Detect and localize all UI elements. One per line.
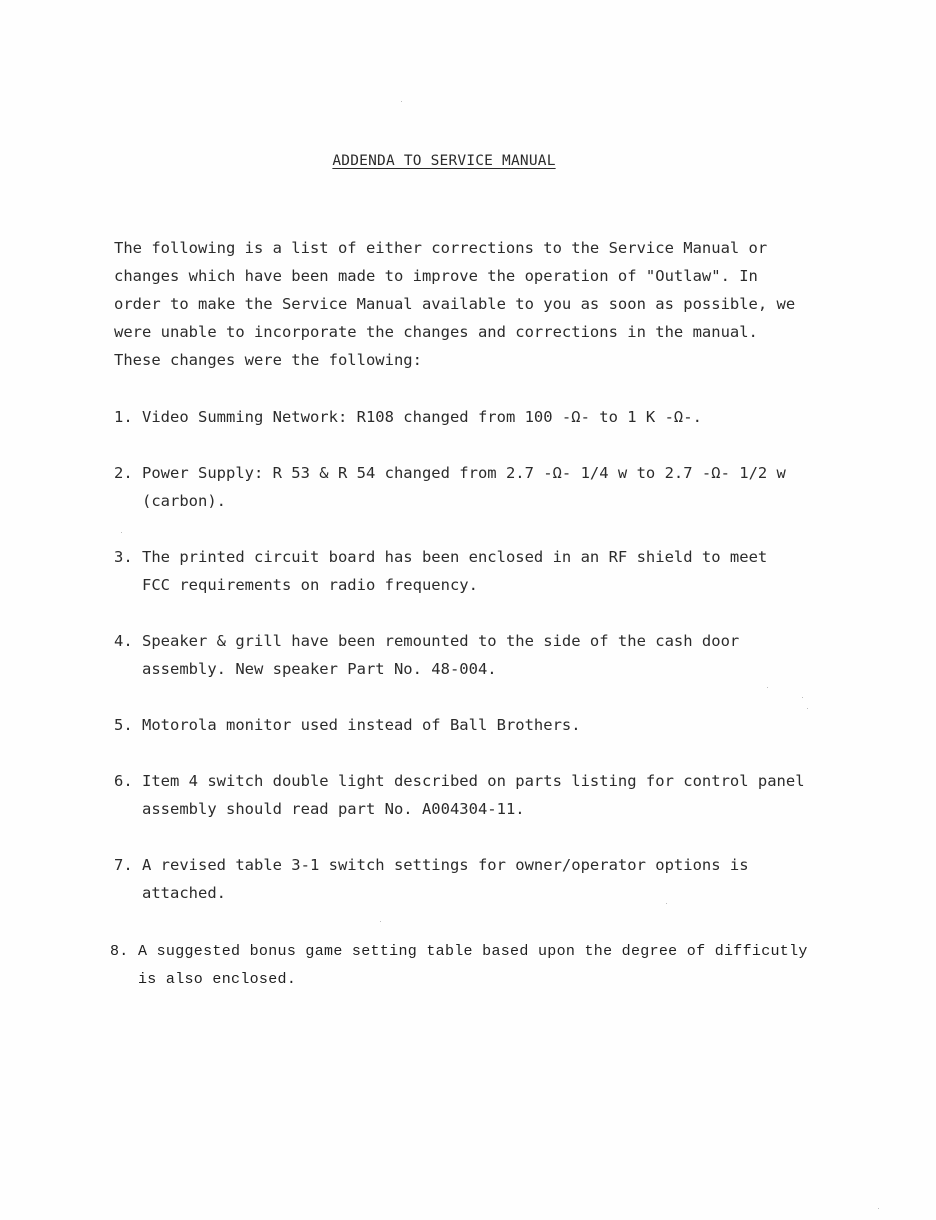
list-item-number: 4. [114, 632, 133, 650]
list-item-text [142, 403, 832, 431]
list-item-line: FCC requirements on radio frequency. [142, 576, 478, 594]
list-item-line: Motorola monitor used instead of Ball Brothers. [142, 716, 581, 734]
list-item-text [142, 711, 832, 739]
list-item-line: A revised table 3-1 switch settings for owner/operator options is [142, 856, 749, 874]
scan-speck [401, 101, 402, 102]
list-item-line: Item 4 switch double light described on parts listing for control panel [142, 772, 805, 790]
intro-line: order to make the Service Manual available to you as soon as possible, we [114, 295, 796, 313]
list-item-text [142, 459, 832, 515]
list-item-line: Power Supply: R 53 & R 54 changed from 2.7 -Ω- 1/4 w to 2.7 -Ω- 1/2 w [142, 464, 786, 482]
intro-line: The following is a list of either corrections to the Service Manual or [114, 239, 768, 257]
list-item-number: 8. [110, 943, 129, 960]
list-item-number: 3. [114, 548, 133, 566]
list-item-line: (carbon). [142, 492, 226, 510]
list-item-number: 7. [114, 856, 133, 874]
list-item-line: The printed circuit board has been enclosed in an RF shield to meet [142, 548, 768, 566]
list-item-text [142, 851, 832, 907]
list-item-text [142, 767, 832, 823]
list-item-line: A suggested bonus game setting table based upon the degree of difficutly [138, 943, 808, 960]
list-item-number: 5. [114, 716, 133, 734]
intro-line: These changes were the following: [114, 351, 422, 369]
list-item-line: assembly. New speaker Part No. 48-004. [142, 660, 497, 678]
list-item-line: attached. [142, 884, 226, 902]
scan-speck [666, 903, 667, 904]
list-item-line: is also enclosed. [138, 971, 297, 988]
scan-speck [807, 708, 808, 709]
list-item-number: 6. [114, 772, 133, 790]
intro-paragraph [114, 234, 814, 374]
intro-line: changes which have been made to improve the operation of "Outlaw". In [114, 267, 758, 285]
list-item-text [142, 627, 832, 683]
list-item-line: assembly should read part No. A004304-11. [142, 800, 525, 818]
scan-speck [121, 532, 122, 533]
intro-line: were unable to incorporate the changes and corrections in the manual. [114, 323, 758, 341]
list-item-number: 1. [114, 408, 133, 426]
document-title: ADDENDA TO SERVICE MANUAL [332, 153, 556, 169]
list-item-text [142, 543, 832, 599]
list-item-text [138, 938, 828, 994]
scan-speck [878, 1208, 879, 1209]
list-item-number: 2. [114, 464, 133, 482]
list-item-line: Speaker & grill have been remounted to the side of the cash door [142, 632, 740, 650]
scan-speck [767, 687, 768, 688]
scan-speck [380, 921, 381, 922]
list-item-line: Video Summing Network: R108 changed from 100 -Ω- to 1 K -Ω-. [142, 408, 702, 426]
scan-speck [802, 697, 803, 698]
